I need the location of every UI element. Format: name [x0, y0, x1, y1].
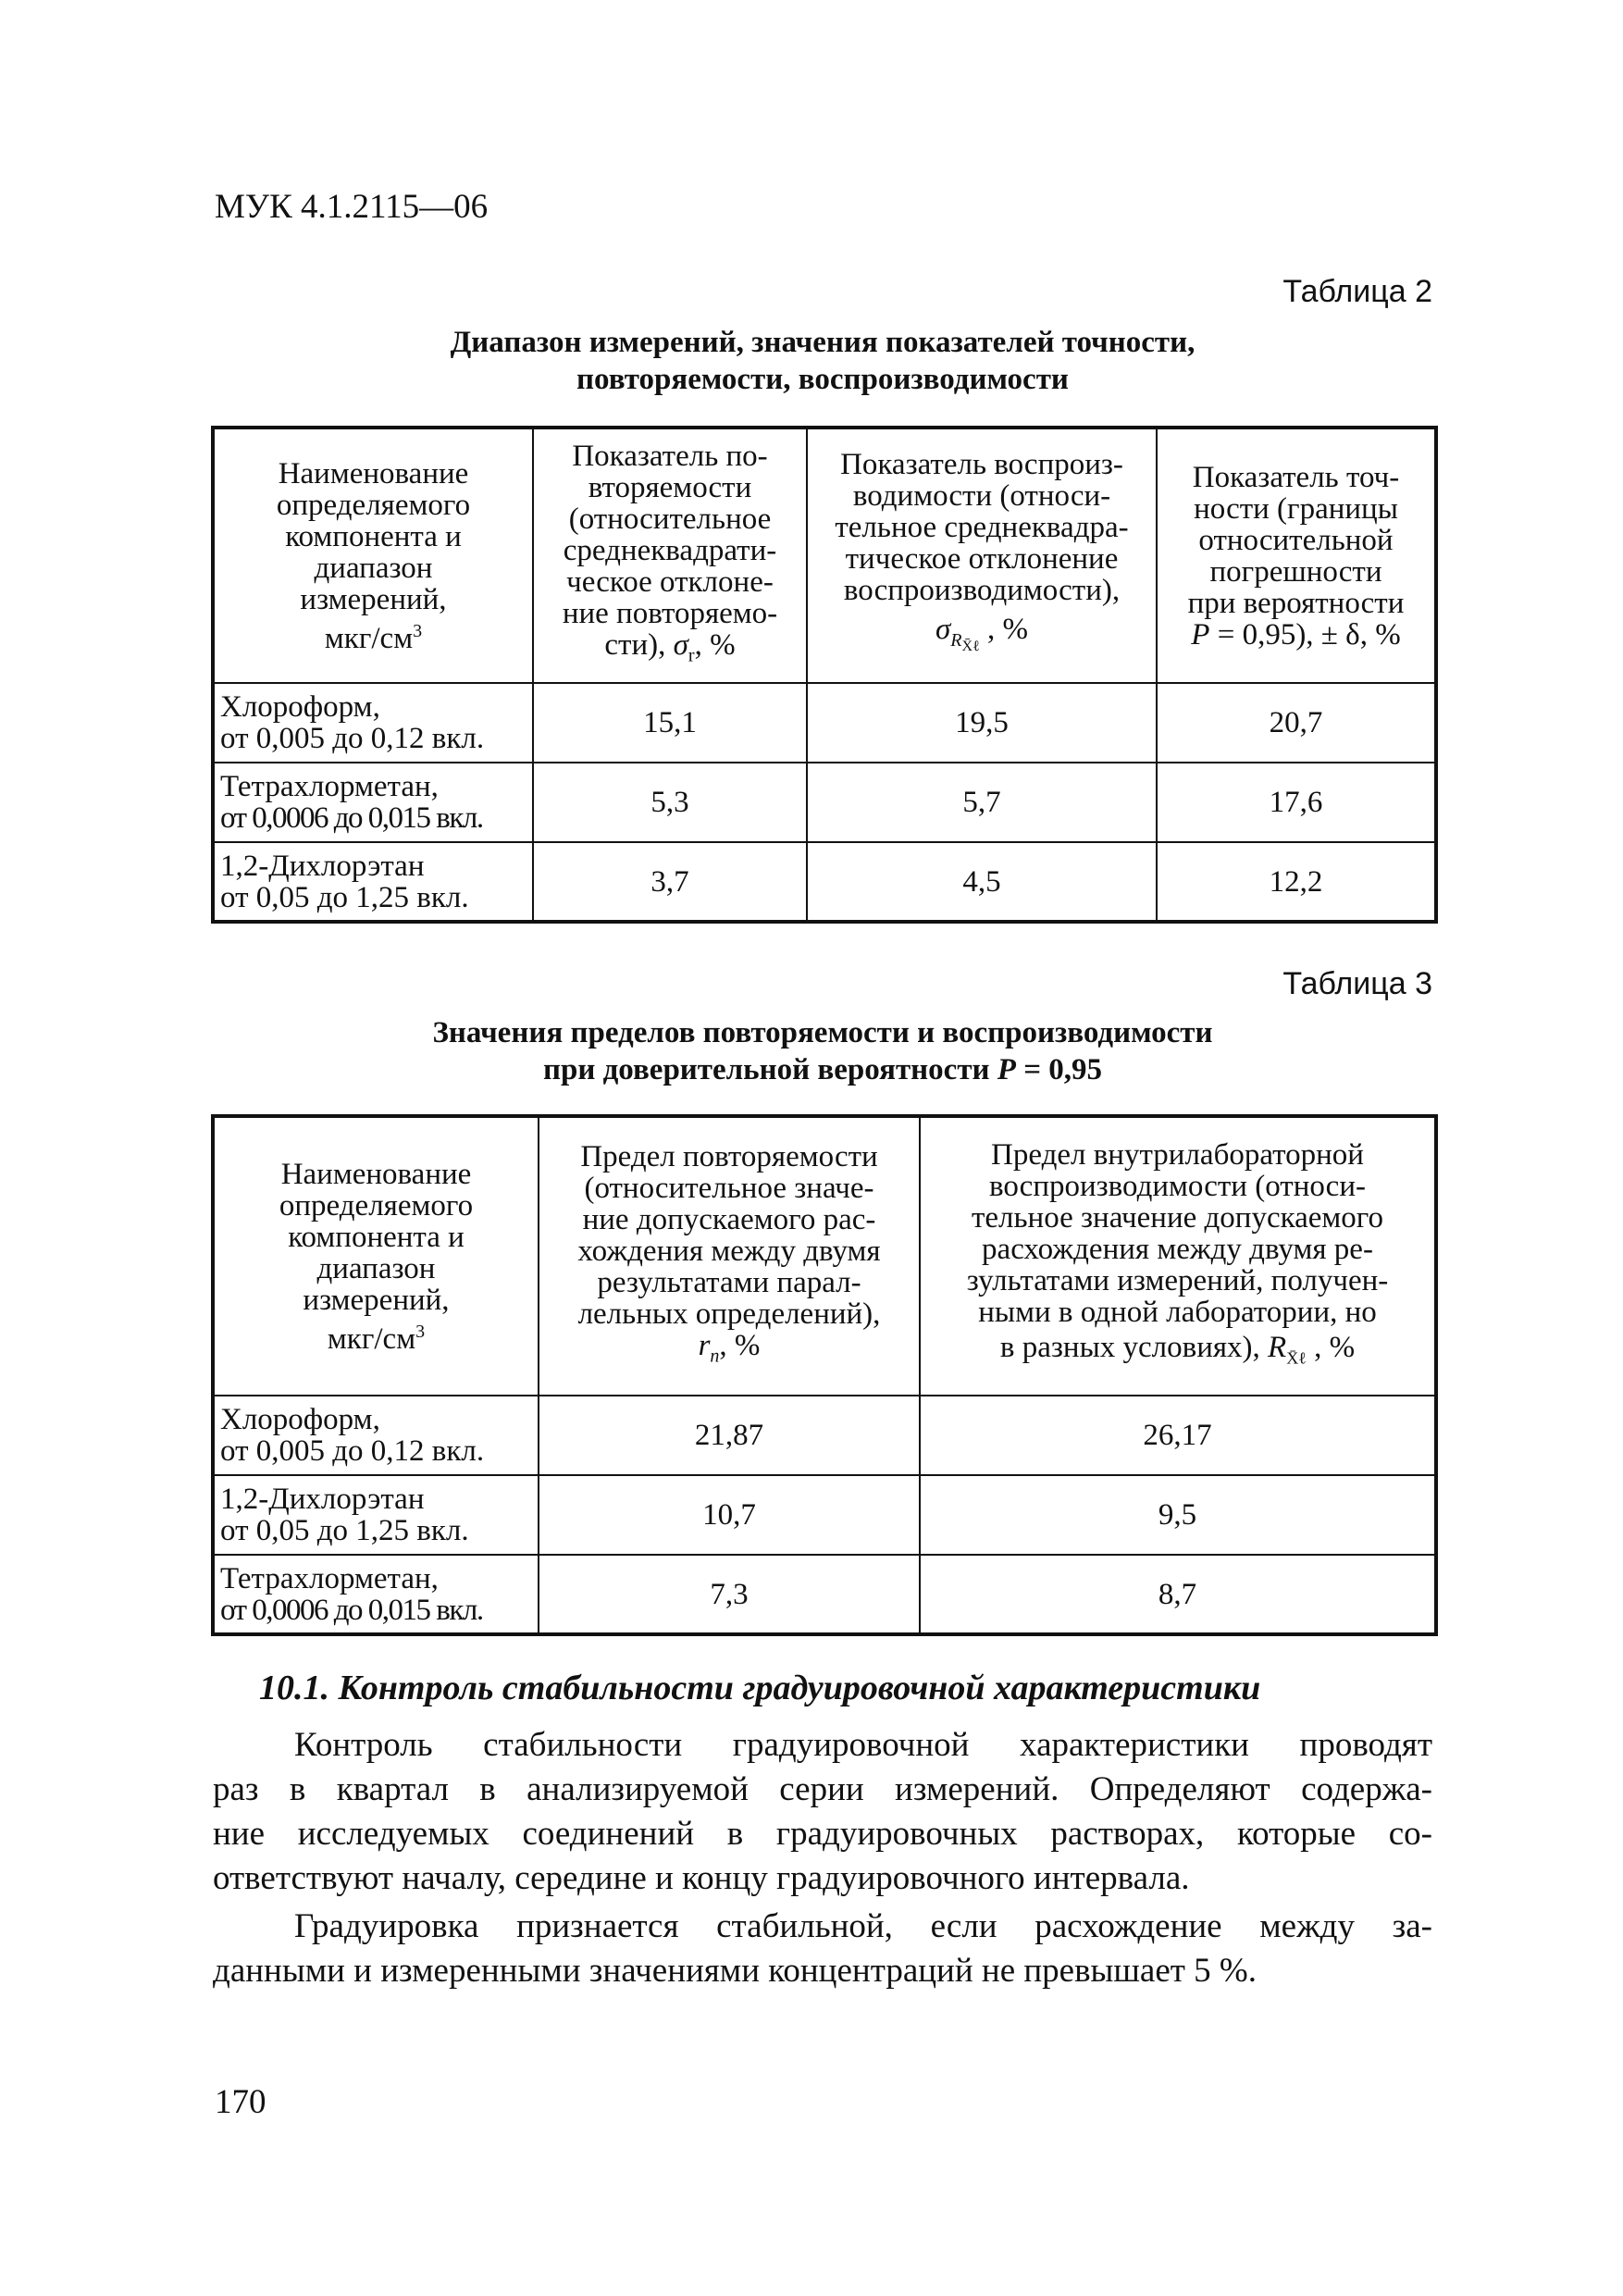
document-code: МУК 4.1.2115—06 [215, 188, 489, 226]
reproducibility-limit-value: 26,17 [920, 1396, 1436, 1475]
table2-header-accuracy: Показатель точ- ности (границы относительной погрешности при вероятности P = 0,95), ± δ, % [1157, 428, 1436, 683]
accuracy-value: 17,6 [1157, 763, 1436, 842]
reproducibility-value: 5,7 [807, 763, 1157, 842]
table2-header-row [213, 428, 1436, 683]
reproducibility-limit-value: 9,5 [920, 1475, 1436, 1555]
table-row [213, 1555, 1436, 1634]
table-row [213, 1475, 1436, 1555]
repeatability-limit-value: 21,87 [539, 1396, 920, 1475]
repeatability-value: 15,1 [533, 683, 807, 763]
component-name: Хлороформ, от 0,005 до 0,12 вкл. [213, 683, 533, 763]
table3 [211, 1114, 1438, 1636]
table3-label: Таблица 3 [1282, 966, 1432, 1001]
table-row [213, 683, 1436, 763]
table3-header-component: Наименование определяемого компонента и диапазон измерений, мкг/$см^3$ [213, 1116, 539, 1396]
table-row [213, 842, 1436, 922]
page-number: 170 [215, 2083, 266, 2121]
table3-title: Значения пределов повторяемости и воспроизводимости при доверительной вероятности P = 0,95 [432, 1016, 1213, 1086]
component-name: 1,2-Дихлорэтан от 0,05 до 1,25 вкл. [213, 842, 533, 922]
accuracy-value: 20,7 [1157, 683, 1436, 763]
table-row [213, 763, 1436, 842]
section-title: 10.1. Контроль стабильности градуировочной характеристики [259, 1669, 1261, 1707]
accuracy-value: 12,2 [1157, 842, 1436, 922]
table2-title: Диапазон измерений, значения показателей точности, повторяемости, воспроизводимости [450, 326, 1196, 396]
component-name: Тетрахлорметан, от 0,0006 до 0,015 вкл. [213, 1555, 539, 1634]
repeatability-limit-value: 10,7 [539, 1475, 920, 1555]
paragraph-1: Контроль стабильности градуировочной характеристики проводят раз в квартал в анализируемой серии измерений. Определяют содержа- ние исследуемых соединений в градуировочных растворах, которые со- ответствуют началу, середине и концу градуировочного интервала. [213, 1726, 1432, 1897]
component-name: 1,2-Дихлорэтан от 0,05 до 1,25 вкл. [213, 1475, 539, 1555]
table2-label: Таблица 2 [1282, 274, 1432, 309]
table3-header-row [213, 1116, 1436, 1396]
table-row [213, 1396, 1436, 1475]
table3-header-reproducibility-limit: Предел внутрилабораторной воспроизводимости (относи- тельное значение допускаемого расхождения между двумя ре- зультатами измерений, получен- ными в одной лаборатории, но в разных условиях), $R_{X̄\ell}$ , % [920, 1116, 1436, 1396]
reproducibility-limit-value: 8,7 [920, 1555, 1436, 1634]
repeatability-limit-value: 7,3 [539, 1555, 920, 1634]
table2-header-repeatability: Показатель по- вторяемости (относительное среднеквадрати- ческое отклоне- ние повторяемо- сти), $\sigma_r$, % [533, 428, 807, 683]
paragraph-2: Градуировка признается стабильной, если расхождение между за- данными и измеренными значениями концентраций не превышает 5 %. [213, 1907, 1432, 1990]
table2-header-component: Наименование определяемого компонента и диапазон измерений, мкг/$см^3$ [213, 428, 533, 683]
component-name: Хлороформ, от 0,005 до 0,12 вкл. [213, 1396, 539, 1475]
table2 [211, 426, 1438, 924]
reproducibility-value: 19,5 [807, 683, 1157, 763]
repeatability-value: 3,7 [533, 842, 807, 922]
component-name: Тетрахлорметан, от 0,0006 до 0,015 вкл. [213, 763, 533, 842]
reproducibility-value: 4,5 [807, 842, 1157, 922]
table3-header-repeatability-limit: Предел повторяемости (относительное значе- ние допускаемого рас- хождения между двумя результатами парал- лельных определений), $r_n$, % [539, 1116, 920, 1396]
table2-header-reproducibility: Показатель воспроиз- водимости (относи- тельное среднеквадра- тическое отклонение воспроизводимости), $\sigma_{R_{X̄\ell}}$ , % [807, 428, 1157, 683]
repeatability-value: 5,3 [533, 763, 807, 842]
